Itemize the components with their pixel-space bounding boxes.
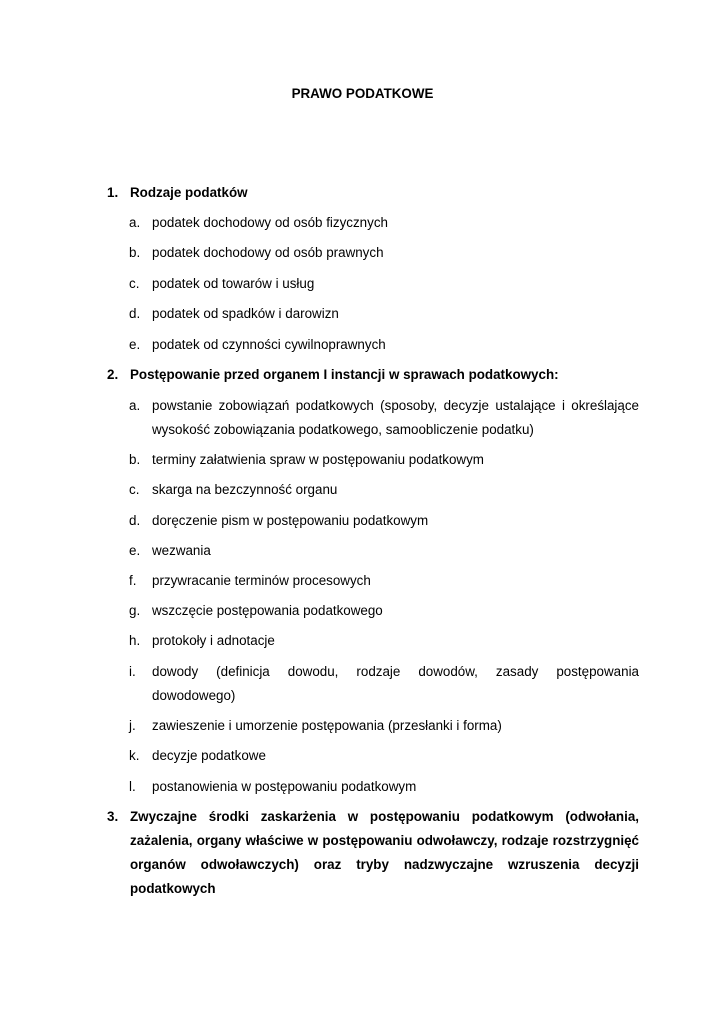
section-heading: Rodzaje podatków (130, 185, 248, 200)
item-text: powstanie zobowiązań podatkowych (sposoby, decyzje ustalające i określające wysokość zobowiązania podatkowego, samoobliczenie podatku) (152, 398, 639, 437)
page-title: PRAWO PODATKOWE (291, 86, 434, 101)
item-letter: l. (129, 779, 136, 794)
section-heading: Zwyczajne środki zaskarżenia w postępowaniu podatkowym (odwołania, zażalenia, organy właściwe w postępowaniu odwoławczy, rodzaje rozstrzygnięć organów odwoławczych) oraz tryby nadzwyczajne wzruszenia decyzji podatkowych (130, 809, 639, 896)
item-text: terminy załatwienia spraw w postępowaniu podatkowym (152, 452, 484, 467)
item-text: protokoły i adnotacje (152, 633, 275, 648)
item-letter: f. (129, 573, 137, 588)
section-number: 3. (107, 809, 119, 824)
section-heading: Postępowanie przed organem I instancji w sprawach podatkowych: (130, 367, 559, 382)
item-text: podatek od towarów i usług (152, 276, 315, 291)
item-text: przywracanie terminów procesowych (152, 573, 371, 588)
item-text: doręczenie pism w postępowaniu podatkowym (152, 513, 429, 528)
item-letter: a. (129, 215, 141, 230)
section-number: 1. (107, 185, 119, 200)
item-letter: c. (129, 276, 140, 291)
item-letter: b. (129, 245, 141, 260)
item-letter: e. (129, 543, 141, 558)
item-text: podatek od czynności cywilnoprawnych (152, 337, 386, 352)
item-text: wszczęcie postępowania podatkowego (152, 603, 383, 618)
item-letter: g. (129, 603, 141, 618)
item-letter: i. (129, 664, 136, 679)
item-text: wezwania (152, 543, 211, 558)
item-text: zawieszenie i umorzenie postępowania (przesłanki i forma) (152, 718, 502, 733)
item-letter: k. (129, 748, 140, 763)
item-letter: b. (129, 452, 141, 467)
item-text: podatek dochodowy od osób fizycznych (152, 215, 388, 230)
item-letter: c. (129, 482, 140, 497)
item-letter: j. (129, 718, 136, 733)
item-letter: h. (129, 633, 141, 648)
item-text: dowody (definicja dowodu, rodzaje dowodów, zasady postępowania dowodowego) (152, 664, 639, 703)
item-letter: d. (129, 513, 141, 528)
section-number: 2. (107, 367, 119, 382)
item-letter: d. (129, 306, 141, 321)
item-text: skarga na bezczynność organu (152, 482, 338, 497)
item-text: podatek od spadków i darowizn (152, 306, 339, 321)
item-letter: a. (129, 398, 141, 413)
item-text: postanowienia w postępowaniu podatkowym (152, 779, 417, 794)
item-letter: e. (129, 337, 141, 352)
item-text: decyzje podatkowe (152, 748, 266, 763)
item-text: podatek dochodowy od osób prawnych (152, 245, 384, 260)
